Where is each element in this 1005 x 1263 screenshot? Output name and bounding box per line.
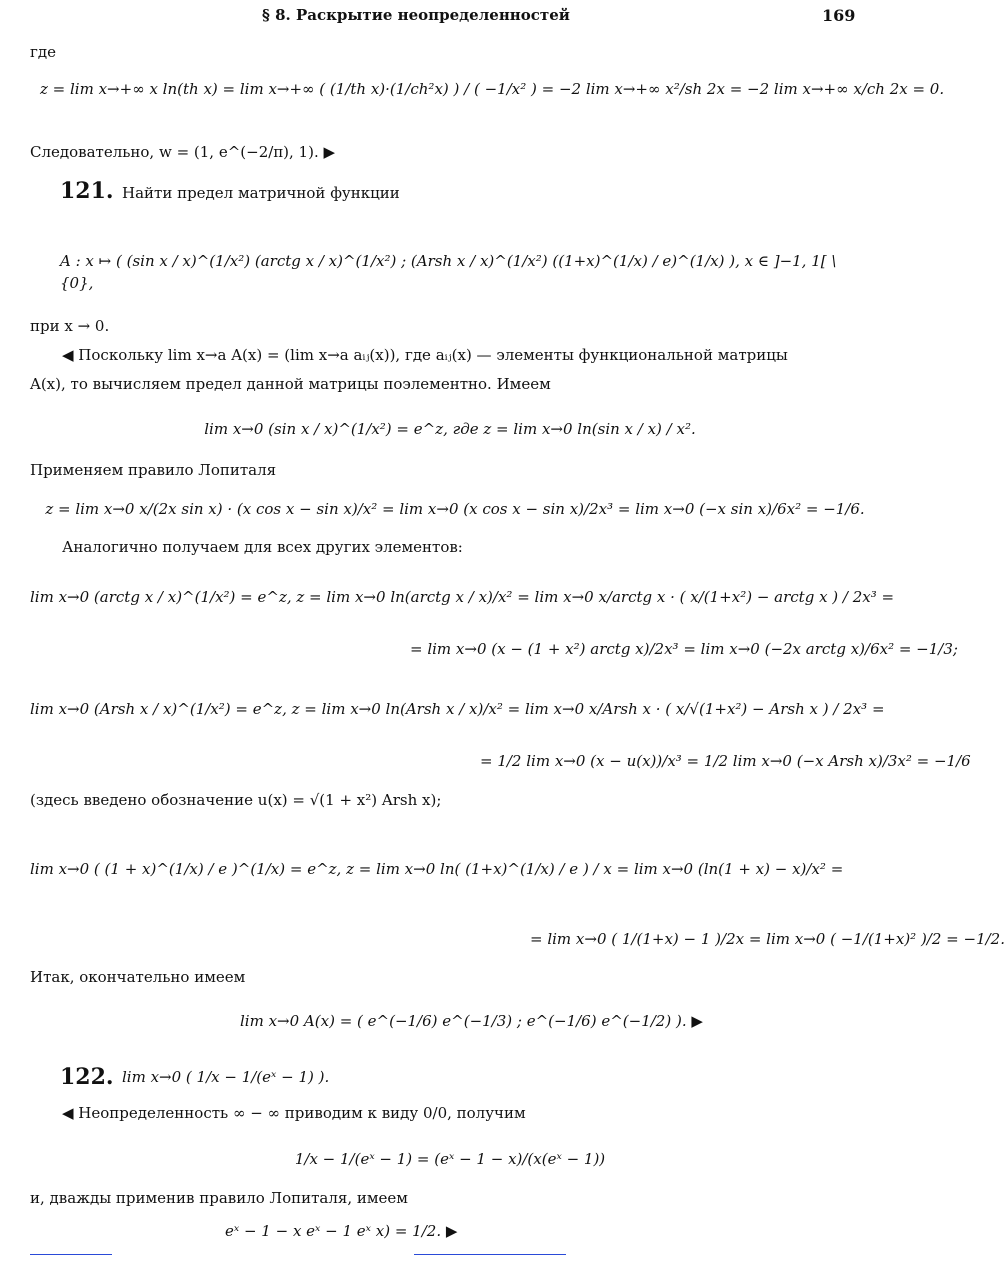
text-finally: Итак, окончательно имеем [30,968,246,986]
text-elementwise: A(x), то вычисляем предел данной матрицы поэлементно. Имеем [30,375,551,393]
text-where: где [30,43,56,61]
formula-lim-e-continued: = lim x→0 ( 1/(1+x) − 1 )/2x = lim x→0 ( −1/(1+x)² )/2 = −1/2. [530,930,1005,948]
text-notation: (здесь введено обозначение u(x) = √(1 + x²) Arsh x); [30,791,442,809]
problem-121-statement: Найти предел матричной функции [122,184,400,202]
formula-lim-arctg: lim x→0 (arctg x / x)^(1/x²) = e^z, z = lim x→0 ln(arctg x / x)/x² = lim x→0 x/arctg x · ( x/(1+x²) − arctg x ) / 2x³ = [30,588,895,606]
running-header: § 8. Раскрытие неопределенностей [262,6,570,24]
problem-122-expression: lim x→0 ( 1/x − 1/(eˣ − 1) ). [122,1068,330,1086]
formula-final-matrix: lim x→0 A(x) = ( e^(−1/6) e^(−1/3) ; e^(−1/6) e^(−1/2) ). ▶ [240,1012,703,1030]
problem-121-number: 121. [60,178,114,204]
text-apply-lhopital: Применяем правило Лопиталя [30,461,277,479]
formula-indeterminacy: 1/x − 1/(eˣ − 1) = (eˣ − 1 − x)/(x(eˣ − 1)) [294,1150,606,1168]
problem-122-number: 122. [60,1064,114,1090]
formula-z-sin: z = lim x→0 x/(2x sin x) · (x cos x − sin x)/x² = lim x→0 (x cos x − sin x)/2x³ = lim x→0 (−x sin x)/6x² = −1/6. [45,500,865,518]
text-since: ◀ Поскольку lim x→a A(x) = (lim x→a aᵢⱼ(x)), где aᵢⱼ(x) — элементы функциональной матрицы [62,346,788,364]
formula-z-limit: z = lim x→+∞ x ln(th x) = lim x→+∞ ( (1/th x)·(1/ch²x) ) / ( −1/x² ) = −2 lim x→+∞ x²/sh 2x = −2 lim x→+∞ x/ch 2x = 0. [40,80,945,98]
text-twice-lhopital: и, дважды применив правило Лопиталя, имеем [30,1189,408,1207]
formula-lim-e: lim x→0 ( (1 + x)^(1/x) / e )^(1/x) = e^z, z = lim x→0 ln( (1+x)^(1/x) / e ) / x = lim x→0 (ln(1 + x) − x)/x² = [30,860,844,878]
formula-lim-arsh-continued: = 1/2 lim x→0 (x − u(x))/x³ = 1/2 lim x→0 (−x Arsh x)/3x² = −1/6 [480,752,971,770]
footer-rule-right [414,1254,566,1255]
page-number: 169 [822,6,856,25]
formula-lim-arsh: lim x→0 (Arsh x / x)^(1/x²) = e^z, z = lim x→0 ln(Arsh x / x)/x² = lim x→0 x/Arsh x · ( x/√(1+x²) − Arsh x ) / 2x³ = [30,700,885,718]
formula-lim-sin: lim x→0 (sin x / x)^(1/x²) = e^z, где z = lim x→0 ln(sin x / x) / x². [204,420,696,438]
text-at-x: при x → 0. [30,317,110,335]
formula-last-partial: eˣ − 1 − x eˣ − 1 eˣ x) = 1/2. ▶ [225,1222,458,1240]
text-consequently: Следовательно, w = (1, e^(−2/π), 1). ▶ [30,143,336,161]
footer-rule-left [30,1254,112,1255]
text-indeterminacy: ◀ Неопределенность ∞ − ∞ приводим к виду 0/0, получим [62,1104,526,1122]
text-similarly: Аналогично получаем для всех других элементов: [62,538,463,556]
formula-lim-arctg-continued: = lim x→0 (x − (1 + x²) arctg x)/2x³ = lim x→0 (−2x arctg x)/6x² = −1/3; [410,640,958,658]
matrix-function-definition: A : x ↦ ( (sin x / x)^(1/x²) (arctg x / x)^(1/x²) ; (Arsh x / x)^(1/x²) ((1+x)^(1/x) / e)^(1/x) ), x ∈ ]−1, 1[ \ {0}, [60,252,837,292]
